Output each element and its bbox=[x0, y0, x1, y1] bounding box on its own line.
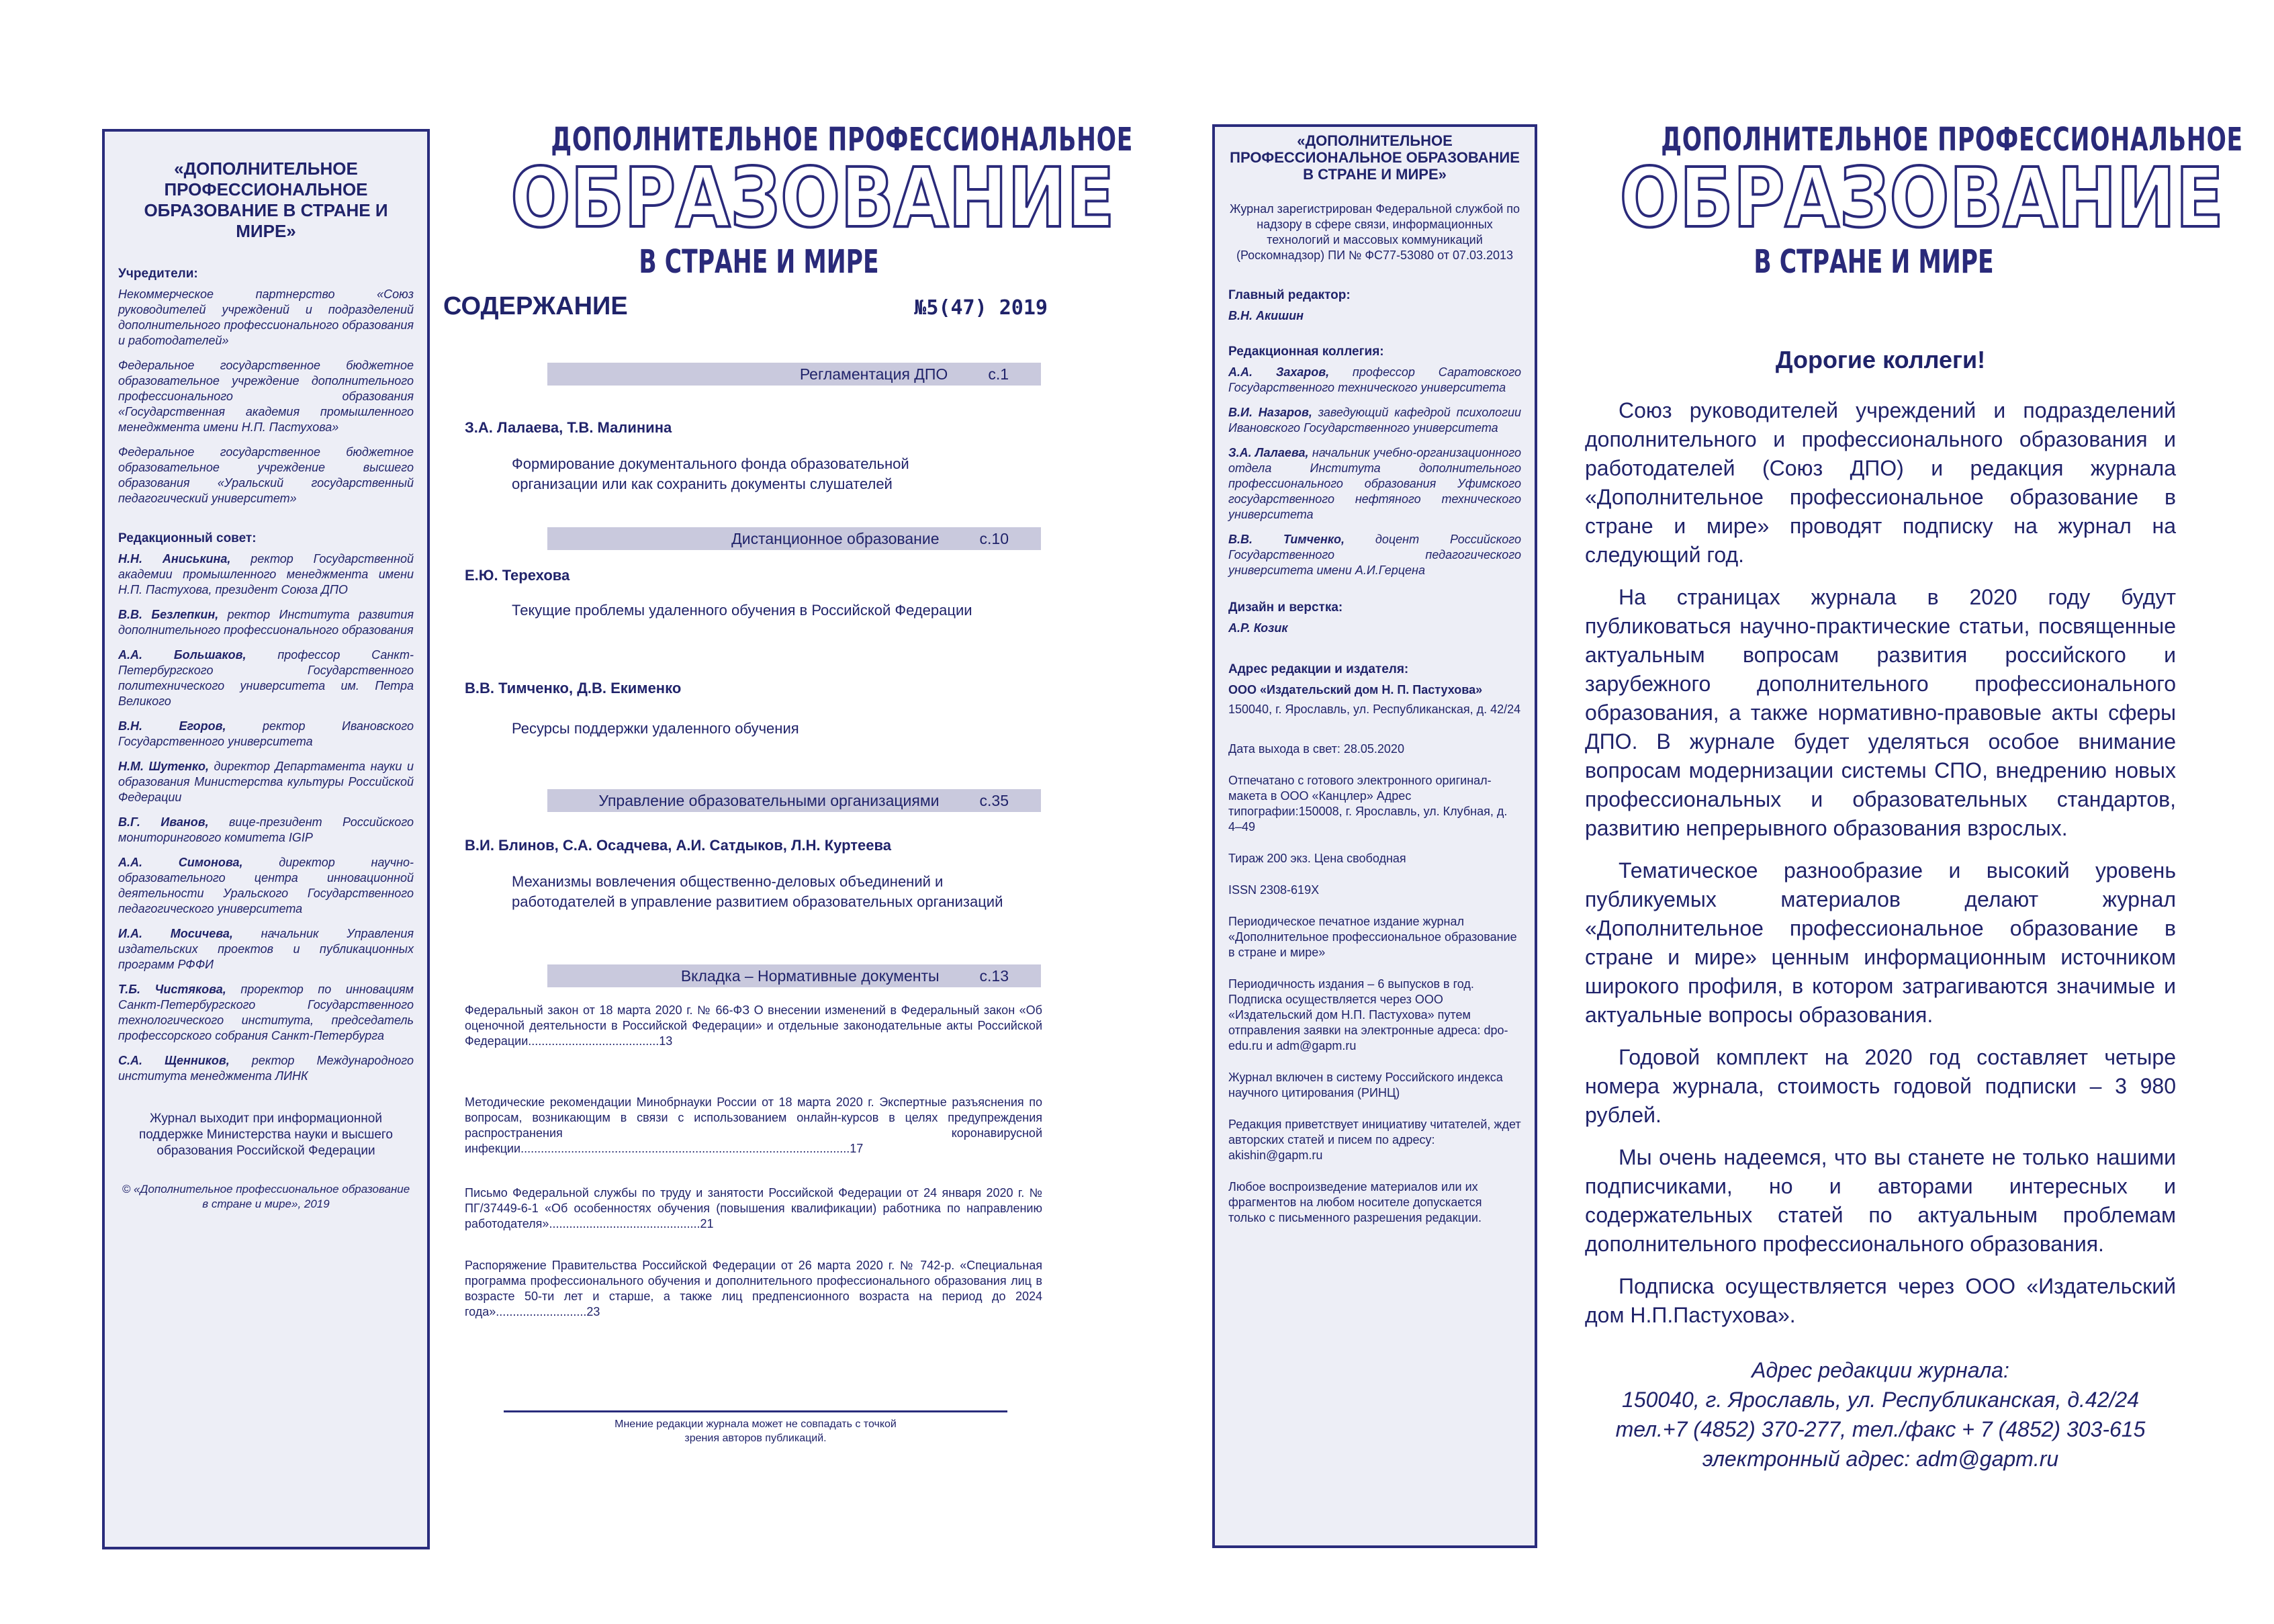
left-info-panel bbox=[102, 129, 430, 1549]
board-label: Редакционная коллегия: bbox=[1228, 345, 1384, 359]
person-name: А.А. Захаров, bbox=[1228, 365, 1330, 379]
document-entry: Методические рекомендации Минобрнауки России от 18 марта 2020 г. Экспертные разъяснения по вопросам, возникающим в связи с использованием онлайн-курсов в целях предупреждения распространения коронавирусной инфекции..................................................................................................17 bbox=[465, 1095, 1042, 1155]
letter-body bbox=[1585, 396, 2176, 1343]
design-label: Дизайн и верстка: bbox=[1228, 600, 1343, 615]
person-role: начальник Управления издательских проектов и публикационных программ РФФИ bbox=[118, 927, 414, 971]
person-name: В.Г. Иванов, bbox=[118, 815, 209, 829]
letter-paragraph: Годовой комплект на 2020 год составляет четыре номера журнала, стоимость годовой подписки – 3 980 рублей. bbox=[1585, 1045, 2176, 1127]
section-bar bbox=[547, 964, 1041, 987]
chief-editor-name: В.Н. Акишин bbox=[1228, 309, 1304, 322]
person-name: А.А. Симонова, bbox=[118, 856, 243, 869]
person-name: В.В. Тимченко, bbox=[1228, 533, 1345, 546]
founder-entry: Федеральное государственное бюджетное образовательное учреждение дополнительного профессионального образования «Государственная академия промышленного менеджмента имени Н.П. Пастухова» bbox=[118, 359, 414, 434]
invite-note: Редакция приветствует инициативу читателей, ждет авторских статей и писем по адресу: akishin@gapm.ru bbox=[1228, 1118, 1521, 1162]
article-authors: Е.Ю. Терехова bbox=[465, 567, 570, 584]
person-role: профессор Саратовского Государственного технического университета bbox=[1228, 365, 1521, 394]
disclaimer: Мнение редакции журнала может не совпадать с точкой зрения авторов публикаций. bbox=[615, 1418, 897, 1444]
masthead-main: ОБРАЗОВАНИЕ bbox=[1619, 150, 2224, 246]
masthead-right bbox=[1578, 121, 2243, 281]
chief-editor bbox=[1228, 308, 1521, 324]
periodical-note: Периодическое печатное издание журнал «Дополнительное профессиональное образование в стране и мире» bbox=[1228, 915, 1517, 959]
reproduction-note: Любое воспроизведение материалов или их фрагментов на любом носителе допускается только с письменного разрешения редакции. bbox=[1228, 1180, 1482, 1224]
person-name: А.А. Большаков, bbox=[118, 648, 246, 662]
journal-title: «ДОПОЛНИТЕЛЬНОЕ ПРОФЕССИОНАЛЬНОЕ ОБРАЗОВАНИЕ В СТРАНЕ И МИРЕ» bbox=[144, 159, 388, 241]
letter-paragraph: Тематическое разнообразие и высокий уровень публикуемых материалов делают журнал «Дополнительное профессиональное образование в стране и мире» ценным информационным источником широкого профиля, в котором затрагиваются значимые и актуальные вопросы образования. bbox=[1585, 858, 2176, 1027]
publisher-name: ООО «Издательский дом Н. П. Пастухова» bbox=[1228, 683, 1483, 696]
release-date: Дата выхода в свет: 28.05.2020 bbox=[1228, 742, 1404, 756]
person-role: ректор Государственной академии промышленного менеджмента имени Н.П. Пастухова, президент Союза ДПО bbox=[118, 552, 414, 596]
person-name: Н.Н. Аниськина, bbox=[118, 552, 231, 566]
document-entry: Распоряжение Правительства Российской Федерации от 26 марта 2020 г. № 742-р. «Специальная программа профессионального обучения и дополнительного профессионального образования лиц в возрасте 50-ти лет и старше, а также лиц предпенсионного возраста на период до 2024 года»...........................23 bbox=[465, 1259, 1042, 1318]
person-role: ректор Ивановского Государственного университета bbox=[118, 719, 414, 748]
greeting: Дорогие коллеги! bbox=[1775, 346, 1986, 373]
person-name: С.А. Щенников, bbox=[118, 1054, 230, 1067]
person-entry bbox=[118, 551, 414, 598]
person-entry bbox=[1228, 532, 1521, 578]
person-entry bbox=[118, 1053, 414, 1084]
section-page: с.13 bbox=[979, 967, 1009, 985]
article-authors: В.И. Блинов, С.А. Осадчева, А.И. Сатдыков, Л.Н. Куртеева bbox=[465, 837, 891, 854]
masthead-top: ДОПОЛНИТЕЛЬНОЕ ПРОФЕССИОНАЛЬНОЕ bbox=[1661, 121, 2243, 159]
letter-paragraph: Подписка осуществляется через ООО «Издательский дом Н.П.Пастухова». bbox=[1585, 1274, 2176, 1327]
article-authors: З.А. Лалаева, Т.В. Малинина bbox=[465, 419, 672, 436]
person-name: В.Н. Егоров, bbox=[118, 719, 226, 733]
publisher-address: 150040, г. Ярославль, ул. Республиканская, д. 42/24 bbox=[1228, 703, 1521, 716]
person-name: Т.Б. Чистякова, bbox=[118, 983, 226, 996]
section-bar bbox=[547, 363, 1041, 386]
section-name: Регламентация ДПО bbox=[799, 365, 948, 383]
article-title: Механизмы вовлечения общественно-деловых объединений и работодателей в управление развитием образовательных организаций bbox=[512, 873, 1003, 910]
printed-note: Отпечатано с готового электронного оригинал-макета в ООО «Канцлер» Адрес типографии:150008, г. Ярославль, ул. Клубная, д. 4–49 bbox=[1228, 774, 1508, 833]
council-label: Редакционный совет: bbox=[118, 531, 257, 545]
person-name: И.А. Мосичева, bbox=[118, 927, 233, 940]
registration-note: Журнал зарегистрирован Федеральной службой по надзору в сфере связи, информационных технологий и массовых коммуникаций (Роскомнадзор) ПИ № ФС77-53080 от 07.03.2013 bbox=[1229, 202, 1520, 262]
chief-label: Главный редактор: bbox=[1228, 288, 1351, 302]
person-entry bbox=[1228, 445, 1521, 523]
person-name: В.В. Безлепкин, bbox=[118, 608, 219, 621]
masthead-left bbox=[470, 121, 1134, 281]
divider-line bbox=[504, 1410, 1007, 1412]
masthead-sub: В СТРАНЕ И МИРЕ bbox=[639, 243, 879, 281]
publisher-block bbox=[1228, 682, 1521, 1226]
person-entry bbox=[1228, 365, 1521, 396]
article-title: Ресурсы поддержки удаленного обучения bbox=[512, 720, 799, 737]
article-title: Формирование документального фонда образовательной организации или как сохранить документы слушателей bbox=[512, 455, 909, 492]
founders-label: Учредители: bbox=[118, 267, 198, 281]
designer-name: А.Р. Козик bbox=[1228, 621, 1288, 635]
document-entry: Письмо Федеральной службы по труду и занятости Российской Федерации от 24 января 2020 г. № ПГ/37449-6-1 «Об особенностях обучения (повышения квалификации) работника по направлению работодателя».............................................21 bbox=[465, 1186, 1042, 1230]
founder-entry: Федеральное государственное бюджетное образовательное учреждение высшего образования «Уральский государственный педагогический университет» bbox=[118, 445, 414, 505]
person-entry bbox=[118, 815, 414, 846]
address-line: тел.+7 (4852) 370-277, тел./факс + 7 (4852) 303-615 bbox=[1615, 1417, 2146, 1441]
person-entry bbox=[118, 926, 414, 973]
person-entry bbox=[118, 607, 414, 638]
document-entry: Федеральный закон от 18 марта 2020 г. № 66-ФЗ О внесении изменений в Федеральный закон «Об оценочной деятельности в Российской Федерации» и отдельные законодательные акты Российской Федерации.......................................13 bbox=[465, 1003, 1042, 1048]
person-entry bbox=[1228, 405, 1521, 436]
editorial-address bbox=[1585, 1355, 2176, 1474]
letter-paragraph: На страницах журнала в 2020 году будут публиковаться научно-практические статьи, посвященные актуальным вопросам развития российского и зарубежного дополнительного профессионального образования, а также нормативно-правовые акты сферы ДПО. В журнале будет уделяться особое внимание вопросам модернизации системы СПО, внедрению новых профессиональных и образовательных стандартов, развитию непрерывного образования взрослых. bbox=[1585, 585, 2176, 840]
person-role: ректор Института развития дополнительного профессионального образования bbox=[118, 608, 414, 637]
person-entry bbox=[118, 719, 414, 750]
article-authors: В.В. Тимченко, Д.В. Екименко bbox=[465, 680, 682, 696]
person-role: вице-президент Российского мониторингового комитета IGIP bbox=[118, 815, 414, 844]
board-list bbox=[1228, 365, 1521, 578]
person-role: профессор Санкт-Петербургского Государственного политехнического университета им. Петра Великого bbox=[118, 648, 414, 708]
person-entry bbox=[118, 855, 414, 917]
person-name: Н.М. Шутенко, bbox=[118, 760, 209, 773]
person-role: начальник учебно-организационного отдела Института дополнительного профессионального образования Уфимского государственного нефтяного технического университета bbox=[1228, 446, 1521, 521]
section-page: с.1 bbox=[988, 365, 1009, 383]
masthead-sub: В СТРАНЕ И МИРЕ bbox=[1754, 243, 1994, 281]
section-name: Управление образовательными организациями bbox=[598, 792, 940, 809]
masthead-top: ДОПОЛНИТЕЛЬНОЕ ПРОФЕССИОНАЛЬНОЕ bbox=[551, 121, 1134, 159]
section-name: Вкладка – Нормативные документы bbox=[680, 967, 940, 985]
designer bbox=[1228, 621, 1521, 636]
address-line: 150040, г. Ярославль, ул. Республиканская, д.42/24 bbox=[1622, 1388, 2139, 1412]
person-role: доцент Российского Государственного педагогического университета имени А.И.Герцена bbox=[1228, 533, 1521, 577]
frequency-note: Периодичность издания – 6 выпусков в год. Подписка осуществляется через ООО «Издательский дом Н.П. Пастухова» путем отправления заявки на электронные адреса: dpo-edu.ru и adm@gapm.ru bbox=[1228, 977, 1508, 1052]
letter-paragraph: Союз руководителей учреждений и подразделений дополнительного и профессионального образования и работодателей (Союз ДПО) и редакция журнала «Дополнительное профессиональное образование в стране и мире» проводят подписку на журнал на следующий год. bbox=[1585, 398, 2176, 567]
person-name: З.А. Лалаева, bbox=[1228, 446, 1309, 459]
person-entry bbox=[118, 759, 414, 805]
person-role: заведующий кафедрой психологии Ивановского Государственного университета bbox=[1228, 406, 1521, 435]
support-note: Журнал выходит при информационной поддержке Министерства науки и высшего образования Российской Федерации bbox=[138, 1112, 393, 1158]
section-page: с.10 bbox=[979, 530, 1009, 547]
article-title: Текущие проблемы удаленного обучения в Российской Федерации bbox=[512, 602, 972, 619]
person-role: директор научно-образовательного центра инновационной деятельности Уральского Государственного педагогического университета bbox=[118, 856, 414, 915]
person-role: директор Департамента науки и образования Министерства культуры Российской Федерации bbox=[118, 760, 414, 804]
founder-entry: Некоммерческое партнерство «Союз руководителей учреждений и подразделений дополнительного профессионального образования и работодателей» bbox=[118, 287, 414, 347]
right-info-panel bbox=[1212, 124, 1537, 1548]
section-bar bbox=[547, 789, 1041, 812]
person-role: проректор по инновациям Санкт-Петербургского Государственного технологического института, председатель профессорского собрания Санкт-Петербурга bbox=[118, 983, 414, 1042]
address-line: Адрес редакции журнала: bbox=[1752, 1358, 2009, 1382]
section-name: Дистанционное образование bbox=[731, 530, 940, 547]
section-page: с.35 bbox=[979, 792, 1009, 809]
issn: ISSN 2308-619X bbox=[1228, 883, 1320, 897]
section-bar bbox=[547, 527, 1041, 550]
contents-header bbox=[443, 292, 1048, 321]
person-entry bbox=[118, 647, 414, 709]
council-list bbox=[118, 551, 414, 1084]
address-label: Адрес редакции и издателя: bbox=[1228, 662, 1409, 676]
masthead-main: ОБРАЗОВАНИЕ bbox=[510, 150, 1115, 246]
copyright-note: © «Дополнительное профессиональное образование в стране и мире», 2019 bbox=[122, 1183, 410, 1210]
person-role: ректор Международного института менеджмента ЛИНК bbox=[118, 1054, 414, 1083]
print-run: Тираж 200 экз. Цена свободная bbox=[1228, 852, 1406, 865]
journal-title: «ДОПОЛНИТЕЛЬНОЕ ПРОФЕССИОНАЛЬНОЕ ОБРАЗОВАНИЕ В СТРАНЕ И МИРЕ» bbox=[1230, 132, 1520, 183]
contents-title: СОДЕРЖАНИЕ bbox=[443, 292, 628, 320]
person-name: В.И. Назаров, bbox=[1228, 406, 1312, 419]
letter-paragraph: Мы очень надеемся, что вы станете не только нашими подписчиками, но и авторами интересных и содержательных статей по актуальным проблемам дополнительного профессионального образования. bbox=[1585, 1145, 2176, 1256]
person-entry bbox=[118, 982, 414, 1044]
issue-number: №5(47) 2019 bbox=[914, 296, 1048, 320]
rinc-note: Журнал включен в систему Российского индекса научного цитирования (РИНЦ) bbox=[1228, 1071, 1503, 1099]
address-line: электронный адрес: adm@gapm.ru bbox=[1702, 1447, 2059, 1471]
